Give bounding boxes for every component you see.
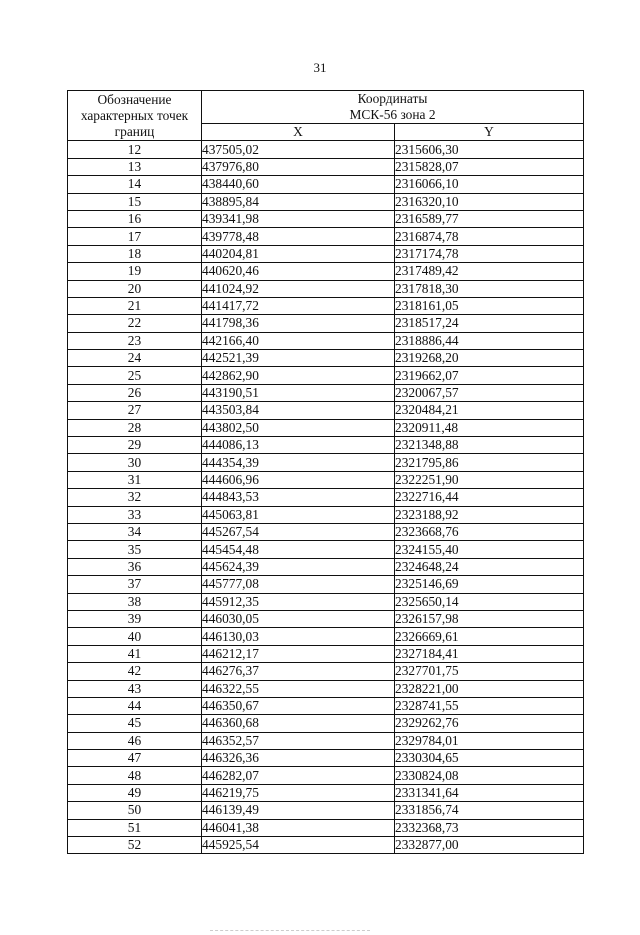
table-row [68,837,584,854]
x-coordinate-cell: 446030,05 [202,610,395,627]
y-coordinate-cell: 2321795,86 [395,454,584,471]
x-coordinate-cell: 438440,60 [202,176,395,193]
y-coordinate-cell: 2325650,14 [395,593,584,610]
x-coordinate-cell: 446352,57 [202,732,395,749]
point-number-cell: 50 [68,802,202,819]
y-coordinate-cell: 2319662,07 [395,367,584,384]
table-row [68,471,584,488]
y-coordinate-cell: 2327701,75 [395,663,584,680]
y-coordinate-cell: 2320484,21 [395,402,584,419]
table-row [68,350,584,367]
table-row [68,263,584,280]
point-number-cell: 35 [68,541,202,558]
y-coordinate-cell: 2323188,92 [395,506,584,523]
y-coordinate-cell: 2317174,78 [395,245,584,262]
y-coordinate-cell: 2322251,90 [395,471,584,488]
point-number-cell: 41 [68,645,202,662]
coordinate-system: МСК-56 зона 2 [349,107,436,122]
table-row [68,489,584,506]
point-number-cell: 48 [68,767,202,784]
point-number-cell: 44 [68,697,202,714]
coordinates-title: Координаты [357,91,428,106]
point-number-cell: 51 [68,819,202,836]
y-coordinate-cell: 2318161,05 [395,297,584,314]
x-coordinate-cell: 441417,72 [202,297,395,314]
table-row [68,610,584,627]
x-coordinate-cell: 446139,49 [202,802,395,819]
x-column-header: X [202,124,395,141]
point-number-cell: 22 [68,315,202,332]
y-coordinate-cell: 2322716,44 [395,489,584,506]
page-number: 31 [313,60,327,75]
point-number-cell: 14 [68,176,202,193]
y-coordinate-cell: 2332368,73 [395,819,584,836]
y-coordinate-cell: 2328741,55 [395,697,584,714]
x-coordinate-cell: 446276,37 [202,663,395,680]
y-coordinate-cell: 2316066,10 [395,176,584,193]
y-coordinate-cell: 2316874,78 [395,228,584,245]
x-coordinate-cell: 446212,17 [202,645,395,662]
x-coordinate-cell: 446326,36 [202,750,395,767]
x-coordinate-cell: 446360,68 [202,715,395,732]
y-coordinate-cell: 2316589,77 [395,210,584,227]
table-row [68,245,584,262]
y-coordinate-cell: 2330824,08 [395,767,584,784]
table-row [68,367,584,384]
x-coordinate-cell: 446322,55 [202,680,395,697]
coordinates-table [67,90,584,854]
table-row [68,193,584,210]
table-row [68,437,584,454]
y-coordinate-cell: 2316320,10 [395,193,584,210]
point-number-cell: 36 [68,558,202,575]
table-row [68,645,584,662]
x-coordinate-cell: 445912,35 [202,593,395,610]
table-row [68,576,584,593]
x-coordinate-cell: 445777,08 [202,576,395,593]
y-coordinate-cell: 2324155,40 [395,541,584,558]
point-number-cell: 17 [68,228,202,245]
point-number-cell: 38 [68,593,202,610]
x-coordinate-cell: 446041,38 [202,819,395,836]
x-coordinate-cell: 439778,48 [202,228,395,245]
point-number-cell: 46 [68,732,202,749]
y-coordinate-cell: 2319268,20 [395,350,584,367]
x-coordinate-cell: 441798,36 [202,315,395,332]
table-row [68,297,584,314]
x-coordinate-cell: 443503,84 [202,402,395,419]
point-number-cell: 15 [68,193,202,210]
table-row [68,158,584,175]
point-number-cell: 33 [68,506,202,523]
point-number-cell: 20 [68,280,202,297]
x-coordinate-cell: 445454,48 [202,541,395,558]
table-row [68,750,584,767]
table-row [68,454,584,471]
scan-artifact-line [210,930,370,931]
point-column-header: Обозначение характерных точек границ [68,91,202,141]
y-column-header: Y [395,124,584,141]
x-coordinate-cell: 442862,90 [202,367,395,384]
y-coordinate-cell: 2318886,44 [395,332,584,349]
point-number-cell: 30 [68,454,202,471]
table-row [68,767,584,784]
y-coordinate-cell: 2325146,69 [395,576,584,593]
y-coordinate-cell: 2320067,57 [395,384,584,401]
table-row [68,819,584,836]
y-coordinate-cell: 2320911,48 [395,419,584,436]
x-coordinate-cell: 446350,67 [202,697,395,714]
point-number-cell: 52 [68,837,202,854]
x-coordinate-cell: 446219,75 [202,784,395,801]
table-row [68,558,584,575]
y-coordinate-cell: 2332877,00 [395,837,584,854]
table-row [68,663,584,680]
y-coordinate-cell: 2328221,00 [395,680,584,697]
x-coordinate-cell: 446282,07 [202,767,395,784]
point-number-cell: 27 [68,402,202,419]
table-row [68,784,584,801]
point-number-cell: 24 [68,350,202,367]
y-coordinate-cell: 2321348,88 [395,437,584,454]
y-coordinate-cell: 2329262,76 [395,715,584,732]
table-row [68,802,584,819]
x-coordinate-cell: 443802,50 [202,419,395,436]
point-number-cell: 12 [68,141,202,158]
point-number-cell: 43 [68,680,202,697]
x-coordinate-cell: 444354,39 [202,454,395,471]
table-row [68,593,584,610]
y-coordinate-cell: 2331341,64 [395,784,584,801]
point-number-cell: 26 [68,384,202,401]
point-number-cell: 32 [68,489,202,506]
x-coordinate-cell: 438895,84 [202,193,395,210]
point-number-cell: 23 [68,332,202,349]
x-coordinate-cell: 443190,51 [202,384,395,401]
x-coordinate-cell: 442166,40 [202,332,395,349]
point-number-cell: 49 [68,784,202,801]
x-coordinate-cell: 445063,81 [202,506,395,523]
x-coordinate-cell: 439341,98 [202,210,395,227]
x-coordinate-cell: 444606,96 [202,471,395,488]
table-row [68,141,584,158]
x-coordinate-cell: 445267,54 [202,523,395,540]
y-coordinate-cell: 2315606,30 [395,141,584,158]
point-number-cell: 37 [68,576,202,593]
point-number-cell: 29 [68,437,202,454]
x-coordinate-cell: 444843,53 [202,489,395,506]
y-coordinate-cell: 2317489,42 [395,263,584,280]
table-row [68,715,584,732]
table-row [68,384,584,401]
point-number-cell: 18 [68,245,202,262]
table-row [68,628,584,645]
y-coordinate-cell: 2327184,41 [395,645,584,662]
y-coordinate-cell: 2318517,24 [395,315,584,332]
y-coordinate-cell: 2326157,98 [395,610,584,627]
table-row [68,315,584,332]
table-body [68,141,584,854]
table-row [68,419,584,436]
coordinates-header [202,91,584,124]
x-coordinate-cell: 444086,13 [202,437,395,454]
point-number-cell: 19 [68,263,202,280]
table-row [68,680,584,697]
x-coordinate-cell: 445624,39 [202,558,395,575]
table-row [68,697,584,714]
x-coordinate-cell: 442521,39 [202,350,395,367]
y-coordinate-cell: 2331856,74 [395,802,584,819]
table-row [68,506,584,523]
y-coordinate-cell: 2329784,01 [395,732,584,749]
table-row [68,402,584,419]
point-number-cell: 31 [68,471,202,488]
x-coordinate-cell: 445925,54 [202,837,395,854]
x-coordinate-cell: 440620,46 [202,263,395,280]
x-coordinate-cell: 441024,92 [202,280,395,297]
point-number-cell: 13 [68,158,202,175]
y-coordinate-cell: 2317818,30 [395,280,584,297]
point-number-cell: 47 [68,750,202,767]
y-coordinate-cell: 2330304,65 [395,750,584,767]
x-coordinate-cell: 437505,02 [202,141,395,158]
table-row [68,523,584,540]
point-number-cell: 25 [68,367,202,384]
table-row [68,541,584,558]
point-number-cell: 45 [68,715,202,732]
point-number-cell: 39 [68,610,202,627]
table-row [68,280,584,297]
point-number-cell: 34 [68,523,202,540]
x-coordinate-cell: 440204,81 [202,245,395,262]
table-row [68,732,584,749]
point-number-cell: 42 [68,663,202,680]
point-number-cell: 16 [68,210,202,227]
table-row [68,176,584,193]
point-number-cell: 21 [68,297,202,314]
y-coordinate-cell: 2315828,07 [395,158,584,175]
y-coordinate-cell: 2323668,76 [395,523,584,540]
x-coordinate-cell: 437976,80 [202,158,395,175]
point-number-cell: 40 [68,628,202,645]
x-coordinate-cell: 446130,03 [202,628,395,645]
y-coordinate-cell: 2326669,61 [395,628,584,645]
table-header [68,91,584,141]
table-row [68,228,584,245]
table-row [68,210,584,227]
point-number-cell: 28 [68,419,202,436]
table-row [68,332,584,349]
y-coordinate-cell: 2324648,24 [395,558,584,575]
